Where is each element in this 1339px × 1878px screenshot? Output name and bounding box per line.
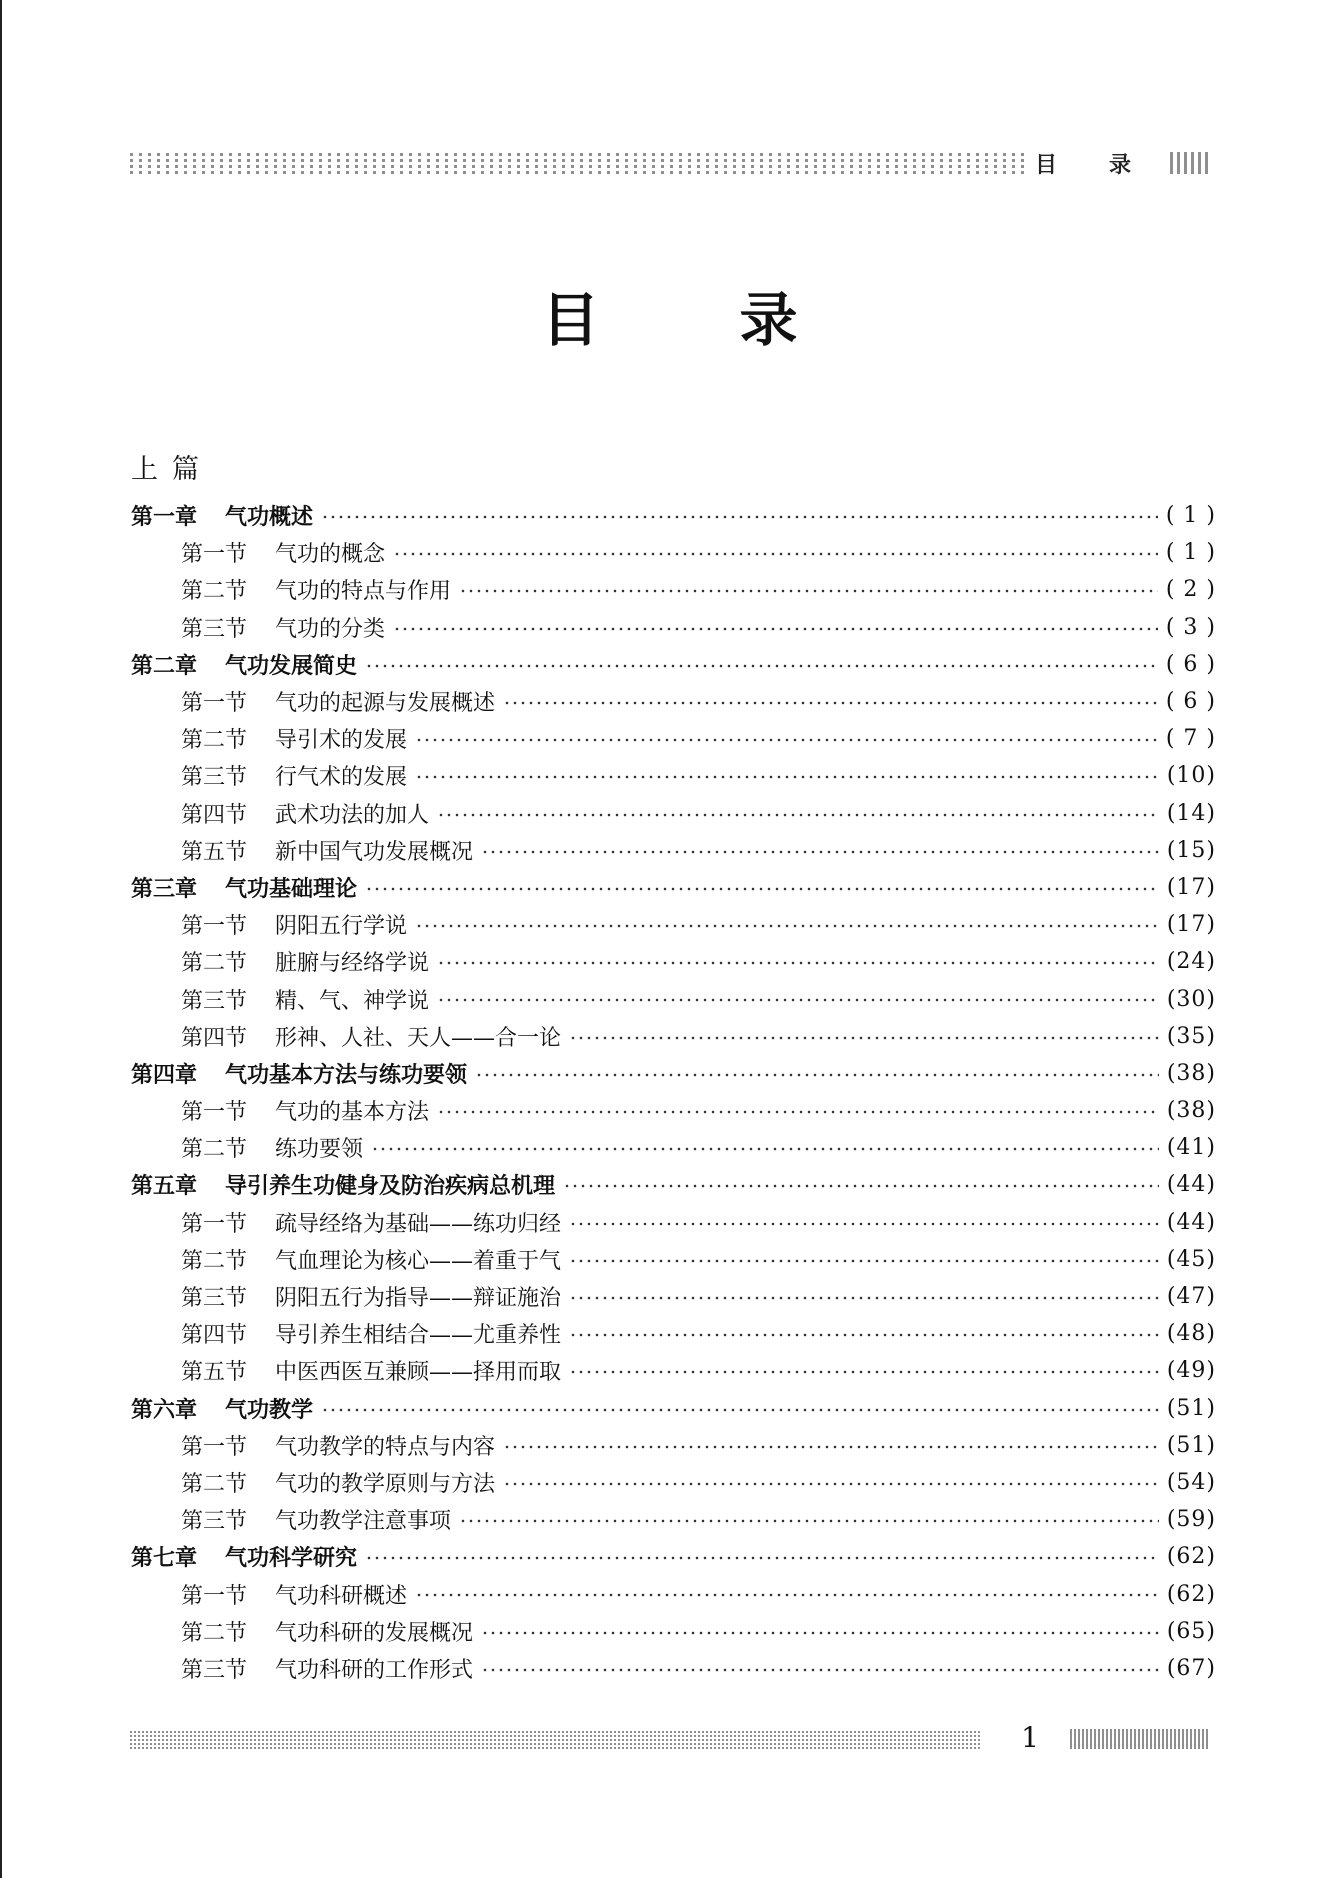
toc-entry-number: 第二节 [181, 1137, 248, 1163]
toc-leader-dots [321, 497, 1158, 534]
toc-entry-title: 新中国气功发展概况 [275, 839, 474, 865]
toc-entry-page: (62) [1166, 1544, 1216, 1570]
toc-leader-dots [481, 1650, 1159, 1687]
toc-leader-dots [569, 1018, 1159, 1055]
toc-entry-title: 气功发展简史 [225, 653, 358, 679]
toc-section-row [131, 1129, 1216, 1166]
toc-entry-number: 第二节 [181, 1248, 248, 1274]
toc-entry-page: (15) [1166, 837, 1216, 863]
toc-leader-dots [481, 832, 1159, 869]
page-title: 目录 [541, 286, 938, 354]
toc-section-row [131, 980, 1216, 1017]
toc-entry-title: 阴阳五行学说 [275, 914, 408, 940]
toc-chapter-row [131, 1538, 1216, 1575]
toc-entry-title: 气功科研的发展概况 [275, 1620, 474, 1646]
toc-leader-dots [393, 609, 1158, 646]
toc-leader-dots [459, 1501, 1159, 1538]
toc-entry-number: 第三章 [131, 876, 198, 902]
toc-leader-dots [415, 757, 1159, 794]
toc-leader-dots [393, 534, 1158, 571]
toc-entry-title: 气功教学的特点与内容 [275, 1434, 496, 1460]
toc-leader-dots [437, 980, 1159, 1017]
toc-entry-number: 第一节 [181, 914, 248, 940]
toc-leader-dots [437, 795, 1159, 832]
toc-entry-title: 导引养生相结合——尤重养性 [275, 1323, 562, 1349]
toc-entry-title: 阴阳五行为指导——辩证施治 [275, 1286, 562, 1312]
toc-entry-number: 第五章 [131, 1174, 198, 1200]
toc-entry-number: 第四节 [181, 1025, 248, 1051]
toc-entry-title: 脏腑与经络学说 [275, 951, 430, 977]
toc-leader-dots [503, 1427, 1159, 1464]
toc-entry-page: ( 3 ) [1165, 614, 1216, 640]
toc-leader-dots [475, 1055, 1159, 1092]
toc-entry-page: (24) [1166, 949, 1216, 975]
toc-entry-number: 第三节 [181, 1657, 248, 1683]
toc-entry-page: (49) [1166, 1358, 1216, 1384]
toc-section-row [131, 1501, 1216, 1538]
toc-chapter-row [131, 869, 1216, 906]
toc-section-row [131, 720, 1216, 757]
toc-entry-number: 第二章 [131, 653, 198, 679]
toc-section-row [131, 1241, 1216, 1278]
toc-entry-number: 第三节 [181, 1509, 248, 1535]
toc-entry-page: (17) [1166, 912, 1216, 938]
toc-section-row [131, 906, 1216, 943]
toc-entry-title: 气功的特点与作用 [275, 579, 452, 605]
toc-entry-number: 第二节 [181, 1471, 248, 1497]
toc-leader-dots [569, 1315, 1159, 1352]
toc-section-row [131, 1092, 1216, 1129]
toc-entry-number: 第六章 [131, 1397, 198, 1423]
toc-chapter-row [131, 497, 1216, 534]
toc-entry-page: (62) [1166, 1581, 1216, 1607]
toc-leader-dots [481, 1613, 1159, 1650]
toc-entry-title: 气功的起源与发展概述 [275, 691, 496, 717]
toc-section-row [131, 1278, 1216, 1315]
toc-entry-title: 气功科研概述 [275, 1583, 408, 1609]
section-heading: 上篇 [131, 454, 213, 485]
toc-leader-dots [569, 1241, 1159, 1278]
toc-entry-title: 气功基本方法与练功要领 [225, 1062, 468, 1088]
toc-leader-dots [437, 943, 1159, 980]
toc-entry-number: 第三节 [181, 765, 248, 791]
toc-entry-page: (54) [1166, 1469, 1216, 1495]
table-of-contents [131, 497, 1216, 1687]
footer-decoration-tail [1070, 1729, 1210, 1749]
toc-entry-page: (35) [1166, 1023, 1216, 1049]
toc-entry-page: (14) [1166, 800, 1216, 826]
toc-entry-title: 气功教学 [225, 1397, 314, 1423]
toc-entry-title: 气血理论为核心——着重于气 [275, 1248, 562, 1274]
toc-entry-page: (44) [1166, 1209, 1216, 1235]
running-header [130, 148, 1210, 178]
header-decoration [130, 152, 1030, 174]
toc-entry-page: ( 2 ) [1165, 577, 1216, 603]
toc-entry-title: 武术功法的加人 [275, 802, 430, 828]
toc-entry-title: 疏导经络为基础——练功归经 [275, 1211, 562, 1237]
toc-entry-number: 第五节 [181, 839, 248, 865]
toc-entry-page: (17) [1166, 874, 1216, 900]
toc-section-row [131, 1464, 1216, 1501]
toc-section-row [131, 795, 1216, 832]
toc-entry-title: 气功科学研究 [225, 1546, 358, 1572]
toc-entry-number: 第四节 [181, 1323, 248, 1349]
toc-section-row [131, 534, 1216, 571]
toc-entry-page: (65) [1166, 1618, 1216, 1644]
toc-section-row [131, 832, 1216, 869]
toc-entry-page: (38) [1166, 1098, 1216, 1124]
toc-entry-title: 精、气、神学说 [275, 988, 430, 1014]
toc-entry-page: (41) [1166, 1135, 1216, 1161]
toc-entry-number: 第五节 [181, 1360, 248, 1386]
toc-leader-dots [569, 1352, 1159, 1389]
header-label-1: 目 [1035, 152, 1060, 178]
toc-leader-dots [371, 1129, 1159, 1166]
toc-entry-title: 气功的教学原则与方法 [275, 1471, 496, 1497]
toc-entry-page: (10) [1166, 763, 1216, 789]
toc-entry-page: ( 1 ) [1165, 540, 1216, 566]
toc-entry-page: ( 7 ) [1165, 726, 1216, 752]
toc-leader-dots [563, 1166, 1159, 1203]
toc-section-row [131, 1427, 1216, 1464]
toc-entry-title: 气功教学注意事项 [275, 1509, 452, 1535]
toc-entry-page: (30) [1166, 986, 1216, 1012]
toc-entry-title: 中医西医互兼顾——择用而取 [275, 1360, 562, 1386]
toc-entry-number: 第一节 [181, 1211, 248, 1237]
toc-leader-dots [437, 1092, 1159, 1129]
toc-entry-title: 练功要领 [275, 1137, 364, 1163]
toc-section-row [131, 609, 1216, 646]
toc-leader-dots [321, 1390, 1159, 1427]
toc-section-row [131, 1315, 1216, 1352]
toc-entry-title: 气功的分类 [275, 616, 386, 642]
toc-entry-number: 第四节 [181, 802, 248, 828]
toc-entry-page: (51) [1166, 1395, 1216, 1421]
toc-entry-title: 导引养生功健身及防治疾病总机理 [225, 1174, 556, 1200]
toc-chapter-row [131, 646, 1216, 683]
footer-decoration [130, 1729, 980, 1749]
toc-entry-number: 第一节 [181, 691, 248, 717]
toc-entry-number: 第一节 [181, 1583, 248, 1609]
toc-section-row [131, 1204, 1216, 1241]
toc-entry-title: 导引术的发展 [275, 728, 408, 754]
toc-entry-number: 第四章 [131, 1062, 198, 1088]
toc-section-row [131, 571, 1216, 608]
toc-leader-dots [459, 571, 1158, 608]
toc-entry-page: (51) [1166, 1432, 1216, 1458]
toc-leader-dots [569, 1278, 1159, 1315]
toc-chapter-row [131, 1166, 1216, 1203]
toc-entry-number: 第一节 [181, 542, 248, 568]
toc-entry-page: ( 1 ) [1165, 503, 1216, 529]
toc-entry-page: ( 6 ) [1165, 689, 1216, 715]
toc-section-row [131, 683, 1216, 720]
toc-section-row [131, 1575, 1216, 1612]
page-number: 1 [1021, 1721, 1039, 1754]
toc-section-row [131, 1352, 1216, 1389]
toc-entry-page: (38) [1166, 1060, 1216, 1086]
toc-entry-page: (45) [1166, 1246, 1216, 1272]
toc-entry-page: (67) [1166, 1655, 1216, 1681]
toc-section-row [131, 1613, 1216, 1650]
toc-entry-page: (44) [1166, 1172, 1216, 1198]
toc-entry-number: 第二节 [181, 579, 248, 605]
toc-entry-page: ( 6 ) [1165, 651, 1216, 677]
toc-leader-dots [365, 646, 1158, 683]
toc-chapter-row [131, 1390, 1216, 1427]
toc-leader-dots [415, 720, 1158, 757]
toc-leader-dots [415, 1575, 1159, 1612]
header-decoration-tail [1170, 152, 1210, 174]
toc-entry-number: 第一章 [131, 505, 198, 531]
toc-entry-title: 气功基础理论 [225, 876, 358, 902]
toc-section-row [131, 943, 1216, 980]
toc-entry-number: 第二节 [181, 728, 248, 754]
toc-entry-page: (48) [1166, 1321, 1216, 1347]
toc-entry-title: 气功科研的工作形式 [275, 1657, 474, 1683]
toc-section-row [131, 1650, 1216, 1687]
toc-entry-title: 气功概述 [225, 505, 314, 531]
header-label-2: 录 [1109, 152, 1134, 178]
toc-section-row [131, 1018, 1216, 1055]
toc-leader-dots [365, 869, 1159, 906]
toc-entry-title: 行气术的发展 [275, 765, 408, 791]
toc-entry-number: 第一节 [181, 1100, 248, 1126]
toc-leader-dots [365, 1538, 1159, 1575]
toc-chapter-row [131, 1055, 1216, 1092]
toc-entry-title: 气功的基本方法 [275, 1100, 430, 1126]
toc-entry-number: 第七章 [131, 1546, 198, 1572]
toc-entry-page: (47) [1166, 1284, 1216, 1310]
toc-entry-number: 第二节 [181, 951, 248, 977]
toc-entry-number: 第三节 [181, 988, 248, 1014]
running-footer [130, 1721, 1210, 1755]
toc-leader-dots [415, 906, 1159, 943]
toc-entry-number: 第二节 [181, 1620, 248, 1646]
toc-entry-number: 第三节 [181, 1286, 248, 1312]
toc-entry-page: (59) [1166, 1507, 1216, 1533]
toc-entry-title: 形神、人社、天人——合一论 [275, 1025, 562, 1051]
page-edge-line [0, 0, 2, 1878]
toc-leader-dots [569, 1204, 1159, 1241]
toc-entry-number: 第三节 [181, 616, 248, 642]
toc-entry-title: 气功的概念 [275, 542, 386, 568]
toc-entry-number: 第一节 [181, 1434, 248, 1460]
toc-leader-dots [503, 1464, 1159, 1501]
toc-leader-dots [503, 683, 1158, 720]
toc-section-row [131, 757, 1216, 794]
